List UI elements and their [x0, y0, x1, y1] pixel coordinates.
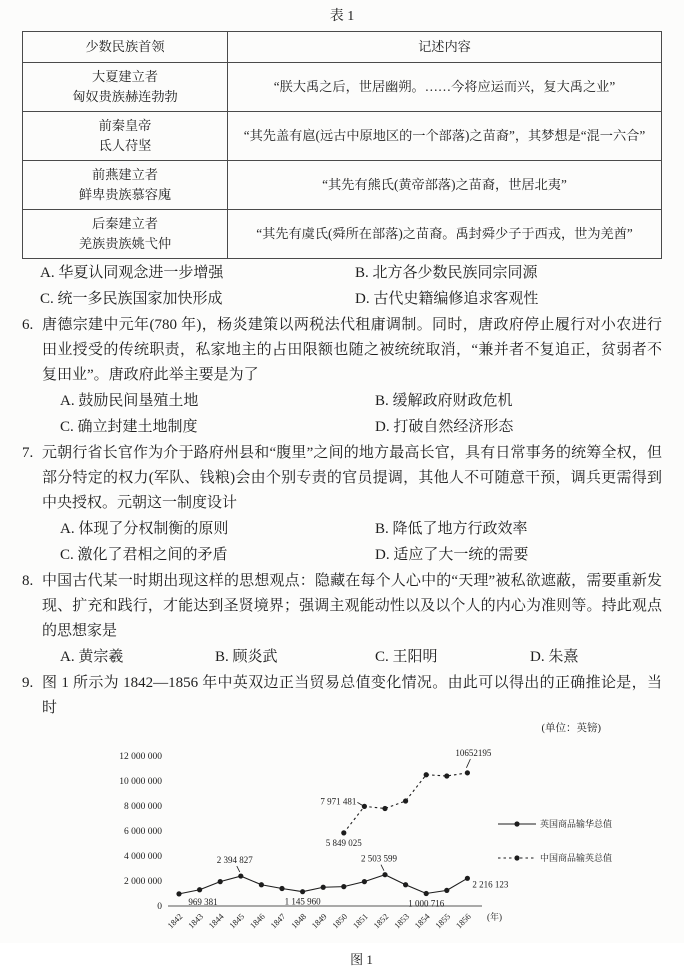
svg-text:1847: 1847: [268, 911, 288, 931]
chart-unit-label: (单位：英镑): [541, 723, 601, 734]
leader-name: 鲜卑贵族慕容廆: [78, 187, 172, 202]
svg-text:英国商品输华总值: 英国商品输华总值: [540, 819, 613, 829]
svg-text:(年): (年): [487, 912, 502, 922]
leader-cell: [23, 63, 228, 112]
option-5c: C. 统一多民族国家加快形成: [40, 291, 223, 307]
question-8-number: 8.: [22, 573, 34, 589]
svg-text:5 849 025: 5 849 025: [325, 837, 362, 848]
option-8d: D. 朱熹: [530, 649, 579, 665]
col-header-leader: 少数民族首领: [23, 32, 228, 63]
question-7: [22, 441, 662, 568]
svg-text:1846: 1846: [247, 911, 267, 931]
table-title: 表 1: [329, 9, 355, 24]
leader-title: 后秦建立者: [92, 216, 158, 231]
svg-text:1856: 1856: [453, 911, 473, 931]
svg-text:0: 0: [157, 902, 162, 912]
question-7-options: [42, 516, 662, 568]
table-row: [23, 63, 662, 112]
record-cell: “其先有虞氏(舜所在部落)之苗裔。禹封舜少子于西戎，世为羌酋”: [228, 210, 662, 259]
svg-text:12 000 000: 12 000 000: [119, 752, 162, 762]
svg-text:969 381: 969 381: [188, 896, 218, 907]
leader-cell: [23, 210, 228, 259]
svg-text:1845: 1845: [227, 911, 247, 931]
leader-title: 大夏建立者: [92, 69, 158, 84]
leader-cell: [23, 161, 228, 210]
table-row: [23, 161, 662, 210]
svg-text:2 394 827: 2 394 827: [216, 855, 253, 866]
svg-text:1853: 1853: [391, 911, 412, 931]
leader-title: 前燕建立者: [92, 167, 158, 182]
svg-text:1848: 1848: [288, 911, 309, 931]
question-8-stem: 中国古代某一时期出现这样的思想观点：隐藏在每个人心中的“天理”被私欲遮蔽，需要重新发现、扩充和践行，才能达到圣贤境界；强调主观能动性以及以个人的内心为准则等。持此观点的思想家是: [42, 573, 662, 639]
option-6b: B. 缓解政府财政危机: [375, 393, 513, 409]
trade-chart: [74, 736, 634, 948]
option-7d: D. 适应了大一统的需要: [375, 547, 529, 563]
option-8b: B. 顾炎武: [215, 649, 278, 665]
table-row: [23, 112, 662, 161]
svg-text:2 503 599: 2 503 599: [361, 853, 397, 864]
svg-text:1 145 960: 1 145 960: [284, 896, 321, 907]
question-6-stem: 唐德宗建中元年(780 年)，杨炎建策以两税法代租庸调制。同时，唐政府停止履行对小农进行田业授受的传统职责，私家地主的占田限额也随之被统统取消，“兼并者不复追正，贫弱者不复田业”。唐政府此举主要是为了: [42, 317, 662, 383]
trade-chart-block: [74, 721, 649, 970]
option-5b: B. 北方各少数民族同宗同源: [355, 265, 538, 281]
svg-text:2 000 000: 2 000 000: [124, 877, 162, 887]
leader-name: 氐人苻坚: [98, 138, 152, 153]
svg-text:6 000 000: 6 000 000: [124, 827, 162, 837]
svg-text:1850: 1850: [330, 911, 350, 931]
svg-text:1842: 1842: [165, 911, 185, 931]
record-cell: “其先有熊氏(黄帝部落)之苗裔，世居北夷”: [228, 161, 662, 210]
svg-text:1854: 1854: [412, 911, 432, 931]
leader-title: 前秦皇帝: [98, 118, 152, 133]
question-8-options: [42, 644, 662, 670]
svg-text:10 000 000: 10 000 000: [119, 777, 162, 787]
leader-name: 羌族贵族姚弋仲: [78, 236, 172, 251]
svg-text:1 000 716: 1 000 716: [408, 898, 445, 909]
svg-text:1852: 1852: [371, 911, 391, 931]
option-7b: B. 降低了地方行政效率: [375, 521, 528, 537]
record-cell: “朕大禹之后，世居幽朔。……今将应运而兴，复大禹之业”: [228, 63, 662, 112]
leader-name: 匈奴贵族赫连勃勃: [72, 89, 178, 104]
svg-text:中国商品输英总值: 中国商品输英总值: [540, 853, 613, 863]
question-6-options: [42, 388, 662, 440]
table-header-row: [23, 32, 662, 63]
question-7-number: 7.: [22, 445, 34, 461]
svg-text:1843: 1843: [185, 911, 206, 931]
chart-caption: 图 1: [350, 952, 373, 967]
minority-leaders-table: [22, 31, 662, 259]
svg-text:1855: 1855: [433, 911, 453, 931]
question-6-number: 6.: [22, 317, 34, 333]
question-7-stem: 元朝行省长官作为介于路府州县和“腹里”之间的地方最高长官，具有日常事务的统筹全权，但部分特定的权力(军队、钱粮)会由个别专责的官员提调，其他人不可随意干预，调兵更需得到中央授权。元朝这一制度设计: [42, 445, 662, 511]
option-6a: A. 鼓励民间垦殖土地: [60, 393, 199, 409]
svg-text:1851: 1851: [350, 911, 370, 931]
question-6: [22, 313, 662, 440]
option-6c: C. 确立封建土地制度: [60, 419, 198, 435]
q5-options: [22, 260, 662, 312]
option-5a: A. 华夏认同观念进一步增强: [40, 265, 224, 281]
question-8: [22, 569, 662, 670]
option-7a: A. 体现了分权制衡的原则: [60, 521, 229, 537]
svg-text:1844: 1844: [206, 911, 226, 931]
option-6d: D. 打破自然经济形态: [375, 419, 514, 435]
svg-text:10652195: 10652195: [455, 748, 492, 758]
record-cell: “其先盖有扈(远古中原地区的一个部落)之苗裔”，其梦想是“混一六合”: [228, 112, 662, 161]
option-8a: A. 黄宗羲: [60, 649, 124, 665]
svg-text:2 216 123: 2 216 123: [472, 879, 509, 890]
option-7c: C. 激化了君相之间的矛盾: [60, 547, 228, 563]
question-9: [22, 671, 662, 721]
option-8c: C. 王阳明: [375, 649, 438, 665]
svg-text:7 971 481: 7 971 481: [320, 796, 357, 807]
svg-text:1849: 1849: [309, 911, 329, 931]
option-5d: D. 古代史籍编修追求客观性: [355, 291, 539, 307]
question-9-stem: 图 1 所示为 1842—1856 年中英双边正当贸易总值变化情况。由此可以得出的正确推论是，当时: [42, 675, 662, 716]
col-header-content: 记述内容: [228, 32, 662, 63]
leader-cell: [23, 112, 228, 161]
question-9-number: 9.: [22, 675, 34, 691]
table-row: [23, 210, 662, 259]
svg-text:8 000 000: 8 000 000: [124, 802, 162, 812]
svg-text:4 000 000: 4 000 000: [124, 852, 162, 862]
